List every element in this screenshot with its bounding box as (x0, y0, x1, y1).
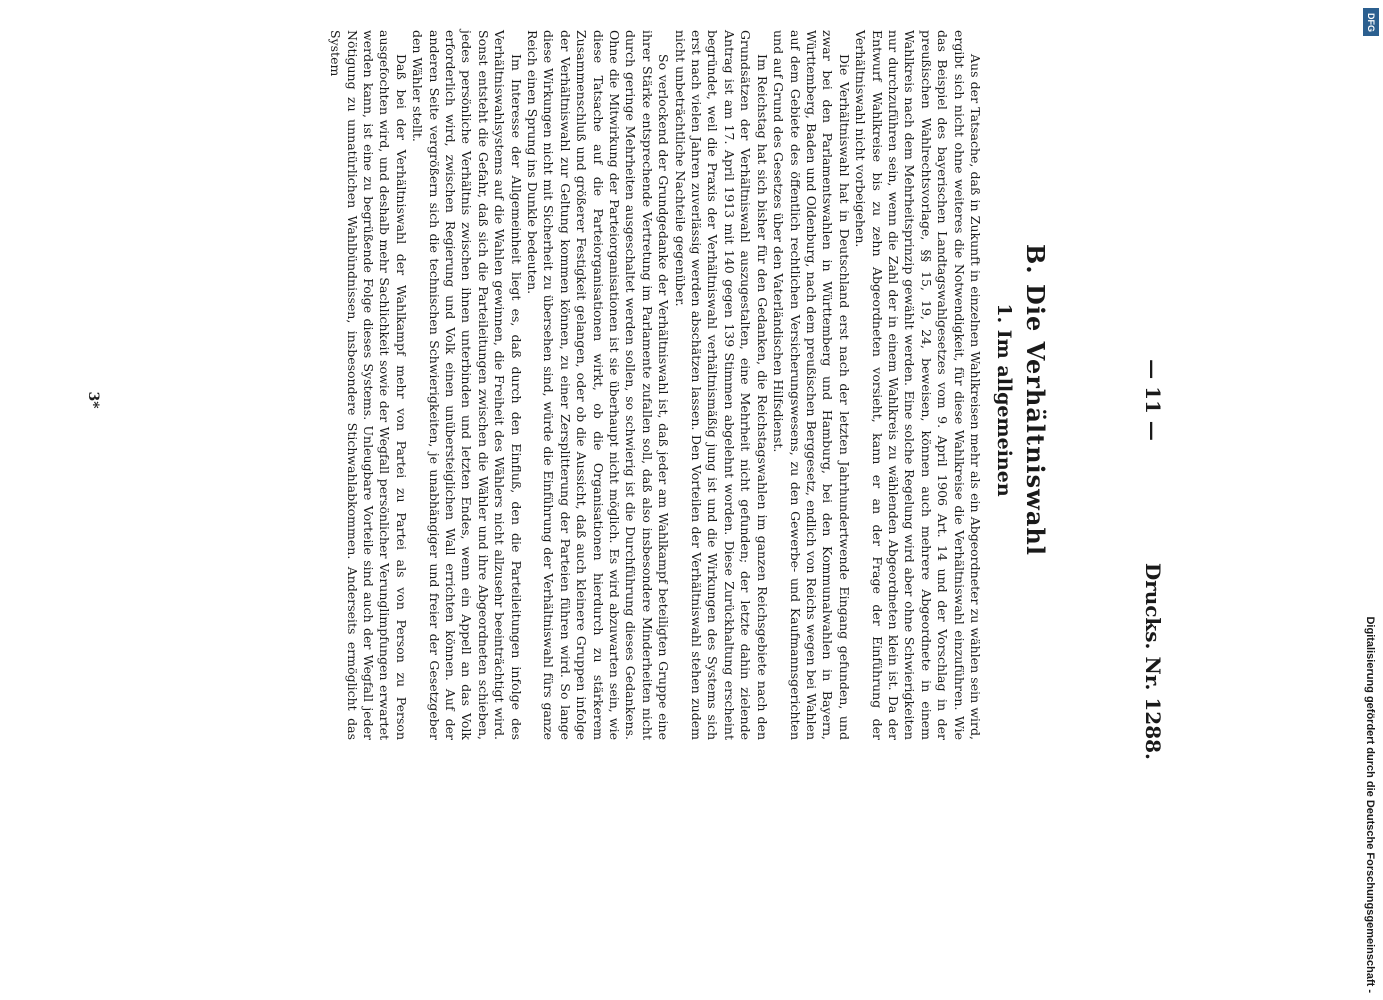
page-header (1135, 0, 1165, 800)
dfg-logo: DFG (1363, 8, 1379, 36)
paragraph: Daß bei der Verhältniswahl der Wahlkampf mehr von Partei zu Partei als von Person zu Person ausgefochten wird, und deshalb mehr Sachlichkeit sowie der Wegfall persönlicher Verunglimpfungen erwartet werden kann, ist eine zu begrüßende Folge dieses Systems. Unleugbare Vorteile sind auch der Wegfall jeder Nötigung zu unnatürlichen Wahlbündnissen, insbesondere Stichwahlabkommen. Anderseits ermöglicht das System (328, 30, 409, 740)
subsection-title: 1. Im allgemeinen (993, 303, 1015, 497)
paragraph: Im Interesse der Allgemeinheit liegt es, daß durch den Einfluß, den die Parteileitungen infolge des Verhältniswahlsystems auf die Wahlen gewinnen, die Freiheit des Wählers nicht allzusehr beeinträchtigt wird. Sonst entsteht die Gefahr, daß sich die Parteileitungen zwischen die Wähler und ihre Abgeordneten schieben, jedes persönliche Verhältnis zwischen ihnen unterbinden und letzten Endes, wenn ein Appell an das Volk erforderlich wird, zwischen Regierung und Volk einen unübersteiglichen Wall errichten können. Auf der anderen Seite vergrößern sich die technischen Schwierigkeiten, je unabhängiger und freier der Gesetzgeber den Wähler stellt. (410, 30, 524, 740)
section-title: B. Die Verhältniswahl (1021, 244, 1050, 556)
paragraph: Aus der Tatsache, daß in Zukunft in einzelnen Wahlkreisen mehr als ein Abgeordneter zu wählen sein wird, ergibt sich nicht ohne weiteres die Notwendigkeit, für diese Wahlkreise die Verhältniswahl einzuführen. Wie das Beispiel des bayerischen Landtagswahlgesetzes vom 9. April 1906 Art. 14 und der Vorschlag in der preußischen Wahlrechtsvorlage, §§ 15, 19, 24, beweisen, können auch mehrere Abgeordnete in einem Wahlkreis nach dem Mehrheitsprinzip gewählt werden. Eine solche Regelung wird aber ohne Schwierigkeiten nur durchzuführen sein, wenn die Zahl der in einem Wahlkreis zu wählenden Abgeordneten klein ist. Da der Entwurf Wahlkreise bis zu zehn Abgeordneten vorsieht, kann er an der Frage der Einführung der Verhältniswahl nicht vorbeigehen. (853, 30, 983, 740)
body-text (327, 30, 983, 740)
signature-mark: 3* (85, 391, 101, 409)
page-number: — 11 — (1141, 359, 1165, 441)
digitization-credit-text: Digitalisierung gefördert durch die Deutsche Forschungsgemeinschaft - (1364, 616, 1376, 993)
paragraph: Im Reichstag hat sich bisher für den Gedanken, die Reichstagswahlen im ganzen Reichsgebiete nach den Grundsätzen der Verhältniswahl auszugestalten, eine Mehrheit nicht gefunden; der letzte dahin zielende Antrag ist am 17. April 1913 mit 140 gegen 139 Stimmen abgelehnt worden. Diese Zurückhaltung erscheint begründet, weil die Praxis der Verhältniswahl verhältnismäßig jung ist und die Wirkungen des Systems sich erst nach vielen Jahren zuverlässig werden abschätzen lassen. Den Vorteilen der Verhältniswahl stehen zudem nicht unbeträchtliche Nachteile gegenüber. (672, 30, 770, 740)
digitization-credit (1359, 8, 1381, 993)
paragraph: Die Verhältniswahl hat in Deutschland erst nach der letzten Jahrhundertwende Eingang gefunden, und zwar bei den Parlamentswahlen in Württemberg und Hamburg, bei den Kommunalwahlen in Bayern, Württemberg, Baden und Oldenburg, nach dem preußischen Berggesetz, endlich von Reichs wegen bei Wahlen auf dem Gebiete des öffentlich rechtlichen Versicherungswesens, zu den Gewerbe- und Kaufmannsgerichten und auf Grund des Gesetzes über den Vaterländischen Hilfsdienst. (771, 30, 852, 740)
paragraph: So verlockend der Grundgedanke der Verhältniswahl ist, daß jeder am Wahlkampf beteiligten Gruppe eine ihrer Stärke entsprechende Vertretung im Parlamente zufallen soll, daß also insbesondere Minderheiten nicht durch geringe Mehrheiten ausgeschaltet werden sollen, so schwierig ist die Durchführung dieses Gedankens. Ohne die Mitwirkung der Parteiorganisationen ist sie überhaupt nicht möglich. Es wird abzuwarten sein, wie diese Tatsache auf die Parteiorganisationen wirkt, ob die Organisationen hierdurch zu stärkerem Zusammenschluß und größerer Festigkeit gelangen, oder ob die Aussicht, daß auch kleinere Gruppen infolge der Verhältniswahl zur Geltung kommen können, zu einer Zersplitterung der Parteien führen wird. So lange diese Wirkungen nicht mit Sicherheit zu übersehen sind, würde die Einführung der Verhältniswahl fürs ganze Reich einen Sprung ins Dunkle bedeuten. (525, 30, 672, 740)
drucksache-number: Drucks. Nr. 1288. (1141, 562, 1165, 760)
printed-page (15, 0, 1165, 800)
